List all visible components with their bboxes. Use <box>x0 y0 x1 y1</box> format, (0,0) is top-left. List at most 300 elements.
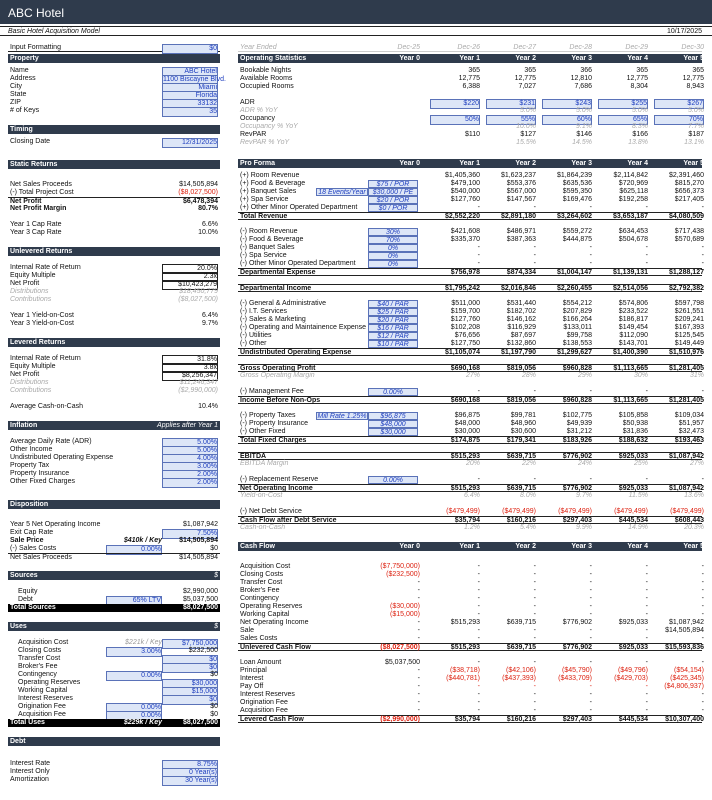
section-header-disposition <box>8 500 220 509</box>
year-ended-3: Dec-28 <box>569 44 592 51</box>
grid-cell: ($437,393) <box>502 675 536 682</box>
left-row-debt <box>8 760 220 768</box>
left-row-value[interactable]: 2.00% <box>162 478 218 488</box>
grid-cell[interactable]: $243 <box>542 99 592 109</box>
left-row-label: Equity <box>18 588 38 595</box>
grid-cell: $109,034 <box>674 412 704 419</box>
grid-cell: - <box>645 571 648 578</box>
grid-cell: $110 <box>464 131 480 138</box>
left-row-value: 2.3x <box>162 272 218 282</box>
grid-cell: 9.1% <box>576 123 592 130</box>
grid-cell: $1,087,942 <box>668 453 704 460</box>
grid-cell: ($45,790) <box>562 667 592 674</box>
grid-cell: $174,875 <box>450 437 480 444</box>
grid-cell: - <box>589 563 592 570</box>
left-row-label: City <box>10 83 23 90</box>
grid-cell: - <box>417 595 420 602</box>
grid-cell: - <box>417 619 420 626</box>
grid-cell: $5,037,500 <box>384 659 420 666</box>
grid-cell: 5.0% <box>576 107 592 114</box>
left-row-label: Interest Rate <box>10 760 51 767</box>
left-row-property <box>8 75 226 83</box>
grid-cell: ($440,781) <box>446 675 480 682</box>
grid-cell: $567,000 <box>506 188 536 195</box>
grid-cell: - <box>477 595 480 602</box>
grid-title-cashflow: Cash Flow <box>240 543 276 550</box>
col-header-proforma: Year 0 <box>399 160 420 167</box>
grid-cell: ($479,499) <box>670 508 704 515</box>
grid-cell: 6.4% <box>464 492 480 499</box>
left-row-label: State <box>10 91 27 98</box>
grid-row-proforma <box>238 388 702 396</box>
grid-row-label: EBITDA Margin <box>240 460 289 467</box>
left-row-note[interactable]: 0.00% <box>106 545 162 555</box>
left-row-label: Distributions <box>10 288 49 295</box>
grid-row-label: (-) Property Insurance <box>240 420 309 427</box>
grid-cell: $127,760 <box>450 196 480 203</box>
row-assumption[interactable]: $20 / PAR <box>368 316 418 324</box>
left-row-value[interactable]: 8.75% <box>162 760 218 770</box>
grid-cell: - <box>477 659 480 666</box>
year-ended-5: Dec-30 <box>681 44 704 51</box>
row-assumption[interactable]: $12 / PAR <box>368 332 418 340</box>
grid-row-label: Departmental Income <box>240 285 312 292</box>
grid-cell: 7,686 <box>574 83 592 90</box>
grid-cell: - <box>645 611 648 618</box>
left-row-label: Net Profit <box>10 280 40 287</box>
grid-cell: 9.9% <box>576 524 592 531</box>
grid-cell: - <box>533 611 536 618</box>
grid-cell: - <box>645 563 648 570</box>
row-assumption[interactable]: $16 / PAR <box>368 324 418 332</box>
grid-cell[interactable]: 50% <box>430 115 480 125</box>
left-row-value[interactable]: 33132 <box>162 99 218 109</box>
grid-row-label: (-) Property Taxes <box>240 412 296 419</box>
left-row-debt <box>8 776 220 784</box>
grid-cell: $1,405,360 <box>444 172 480 179</box>
left-row-label: Other Income <box>10 446 53 453</box>
grid-row-proforma <box>238 500 702 508</box>
left-row-label: Acquisition Cost <box>18 639 69 646</box>
grid-cell: $554,212 <box>562 300 592 307</box>
grid-row-cashflow <box>238 603 702 611</box>
left-row-debt <box>8 768 220 776</box>
grid-cell: $387,363 <box>506 236 536 243</box>
section-title-sources: Sources <box>10 572 38 579</box>
grid-cell: - <box>589 579 592 586</box>
row-assumption[interactable]: 0% <box>368 260 418 268</box>
row-assumption[interactable]: 70% <box>368 236 418 244</box>
grid-cell: $87,697 <box>510 332 536 339</box>
left-row-value[interactable]: 35 <box>162 107 218 117</box>
grid-cell: - <box>533 699 536 706</box>
grid-cell: $96,875 <box>454 412 480 419</box>
grid-row-cashflow <box>238 555 702 563</box>
grid-cell: $102,208 <box>450 324 480 331</box>
grid-cell: ($429,703) <box>614 675 648 682</box>
left-row-unlevered <box>8 296 220 304</box>
left-row-static <box>8 221 220 229</box>
grid-cell: $209,241 <box>674 316 704 323</box>
grid-cell: $925,033 <box>618 644 648 651</box>
grid-cell: $720,969 <box>618 180 648 187</box>
grid-cell: $50,938 <box>622 420 648 427</box>
grid-row-proforma <box>238 412 702 420</box>
left-row-inflation <box>8 478 220 486</box>
grid-cell: - <box>417 707 420 714</box>
grid-cell: - <box>701 691 704 698</box>
grid-cell: - <box>533 579 536 586</box>
row-assumption[interactable]: $48,000 <box>368 420 418 428</box>
grid-cell: - <box>589 260 592 267</box>
grid-cell: $570,689 <box>674 236 704 243</box>
grid-row-proforma <box>238 332 702 340</box>
grid-row-label: (-) Banquet Sales <box>240 244 295 251</box>
left-row-value[interactable]: 5.00% <box>162 446 218 456</box>
grid-row-opstats <box>238 123 702 131</box>
grid-cell: $559,272 <box>562 228 592 235</box>
col-header-proforma: Year 4 <box>627 160 648 167</box>
grid-cell: $553,376 <box>506 180 536 187</box>
left-row-value[interactable]: 2.00% <box>162 470 218 480</box>
grid-cell: - <box>533 244 536 251</box>
grid-row-label: (+) Spa Service <box>240 196 289 203</box>
left-row-label: Net Sales Proceeds <box>10 554 72 561</box>
grid-cell: - <box>589 388 592 395</box>
col-header-cashflow: Year 1 <box>459 543 480 550</box>
grid-row-proforma <box>238 372 702 380</box>
input-formatting-value[interactable]: $0 <box>162 44 218 54</box>
grid-cell[interactable]: $267 <box>654 99 704 109</box>
grid-cell: $166 <box>632 131 648 138</box>
grid-cell[interactable]: $220 <box>430 99 480 109</box>
grid-cell: 27% <box>689 460 704 467</box>
grid-cell: $960,828 <box>562 397 592 404</box>
left-row-value[interactable]: 1100 Biscayne Blvd. <box>163 76 226 83</box>
grid-cell: 29% <box>577 372 592 379</box>
grid-cell: ($15,000) <box>390 611 420 618</box>
grid-cell: 14.5% <box>572 139 592 146</box>
left-row-uses <box>8 679 220 687</box>
grid-cell: $105,858 <box>618 412 648 419</box>
grid-row-label: Closing Costs <box>240 571 284 578</box>
grid-row-label: Occupancy <box>240 115 276 122</box>
grid-cell: 12,810 <box>570 75 592 82</box>
section-note-inflation: Applies after Year 1 <box>157 422 218 429</box>
grid-cell: 5.0% <box>688 107 704 114</box>
grid-row-label: (-) Food & Beverage <box>240 236 304 243</box>
grid-cell: $76,656 <box>454 332 480 339</box>
left-row-value[interactable]: ABC Hotel <box>162 67 218 77</box>
left-row-value[interactable]: $30,000 <box>162 679 218 689</box>
grid-cell: $421,608 <box>450 228 480 235</box>
left-row-value[interactable]: $0 <box>162 695 218 705</box>
left-row-inflation <box>8 454 220 462</box>
grid-title-opstats: Operating Statistics <box>240 55 307 62</box>
grid-cell: ($38,718) <box>450 667 480 674</box>
grid-cell: $511,000 <box>451 300 480 307</box>
left-row-unlevered <box>8 304 220 312</box>
grid-row-label: (-) Net Debt Service <box>240 508 302 515</box>
grid-cell: $656,373 <box>674 188 704 195</box>
row-assumption[interactable]: 30% <box>368 228 418 236</box>
row-assumption[interactable]: $40 / PAR <box>368 300 418 308</box>
grid-cell[interactable]: 65% <box>598 115 648 125</box>
grid-cell: $1,281,405 <box>668 365 704 372</box>
grid-cell: - <box>477 204 480 211</box>
left-row-value: $1,087,942 <box>182 521 218 528</box>
grid-row-proforma <box>238 188 702 196</box>
grid-cell: 13.8% <box>628 139 648 146</box>
grid-cell: - <box>417 683 420 690</box>
grid-cell: - <box>645 595 648 602</box>
grid-cell: - <box>701 204 704 211</box>
grid-cell: - <box>533 683 536 690</box>
left-row-value: $8,027,500 <box>182 604 218 611</box>
row-assumption[interactable]: $0 / POR <box>368 204 418 212</box>
left-row-property <box>8 83 220 91</box>
left-row-value[interactable]: 30 Year(s) <box>162 776 218 786</box>
left-row-value[interactable]: Florida <box>162 91 218 101</box>
grid-cell: $2,792,382 <box>668 285 704 292</box>
grid-cell: - <box>701 388 704 395</box>
grid-cell: $133,011 <box>563 324 592 331</box>
grid-cell: $30,000 <box>454 428 480 435</box>
left-row-inflation <box>8 446 220 454</box>
row-assumption[interactable]: 0.00% <box>368 388 418 396</box>
grid-cell: ($479,499) <box>558 508 592 515</box>
grid-cell: - <box>477 260 480 267</box>
grid-row-label: Acquisition Cost <box>240 563 291 570</box>
grid-row-label: Transfer Cost <box>240 579 283 586</box>
grid-cell: - <box>645 659 648 666</box>
row-assumption[interactable]: $20 / POR <box>368 196 418 204</box>
col-header-opstats: Year 4 <box>627 55 648 62</box>
grid-row-cashflow <box>238 587 702 595</box>
grid-cell: - <box>477 603 480 610</box>
grid-cell[interactable]: 70% <box>654 115 704 125</box>
grid-cell: $444,875 <box>562 236 592 243</box>
left-row-value[interactable]: 12/31/2025 <box>162 138 218 148</box>
grid-cell: - <box>701 563 704 570</box>
year-ended-0: Dec-25 <box>397 44 420 51</box>
section-header-uses <box>8 622 220 631</box>
left-row-value[interactable]: $0 <box>162 655 218 665</box>
section-header-property <box>8 54 220 63</box>
grid-cell: $2,891,180 <box>500 213 536 220</box>
grid-cell[interactable]: 60% <box>542 115 592 125</box>
left-row-value[interactable]: 4.00% <box>162 454 218 464</box>
grid-cell: - <box>533 635 536 642</box>
left-row-value[interactable]: 0 Year(s) <box>162 768 218 778</box>
left-row-value: 31.8% <box>162 355 218 365</box>
col-header-cashflow: Year 4 <box>627 543 648 550</box>
left-row-value[interactable]: $7,750,000 <box>162 639 218 649</box>
grid-cell: $1,087,942 <box>668 619 704 626</box>
grid-cell: $166,264 <box>562 316 592 323</box>
grid-cell: $1,113,665 <box>613 365 648 372</box>
row-assumption[interactable]: $10 / PAR <box>368 340 418 348</box>
left-row-static <box>8 189 220 197</box>
grid-cell[interactable]: $231 <box>486 99 536 109</box>
grid-cell: - <box>533 204 536 211</box>
left-row-uses <box>8 639 220 647</box>
left-row-value: $18,450,779 <box>179 288 218 295</box>
grid-row-label: Operating Reserves <box>240 603 303 610</box>
left-row-note[interactable]: 0.00% <box>106 703 162 713</box>
grid-row-opstats <box>238 91 702 99</box>
grid-header-opstats <box>238 54 702 63</box>
grid-row-proforma <box>238 276 702 284</box>
grid-row-cashflow <box>238 563 702 571</box>
grid-row-cashflow <box>238 611 702 619</box>
left-row-value: $11,246,347 <box>179 379 218 386</box>
grid-cell: $149,449 <box>674 340 704 347</box>
grid-row-label: Departmental Expense <box>240 269 316 276</box>
grid-cell: $639,715 <box>506 485 536 492</box>
grid-cell: ($54,154) <box>674 667 704 674</box>
left-row-label: Property Insurance <box>10 470 70 477</box>
grid-cell: 12,775 <box>682 75 704 82</box>
left-row-value[interactable]: 7.50% <box>162 529 218 539</box>
input-formatting-label: Input Formatting <box>10 44 61 51</box>
left-row-value[interactable]: 3.00% <box>162 462 218 472</box>
grid-cell: - <box>645 627 648 634</box>
section-header-levered <box>8 338 220 347</box>
left-row-value[interactable]: $0 <box>162 663 218 673</box>
grid-cell: $776,902 <box>562 485 592 492</box>
left-row-note: $410k / Key <box>123 537 162 544</box>
left-row-label: Contingency <box>18 671 57 678</box>
grid-cell: $169,476 <box>562 196 592 203</box>
grid-cell: ($479,499) <box>446 508 480 515</box>
row-assumption[interactable]: $96,875 <box>368 412 418 420</box>
grid-cell: 13.1% <box>684 139 704 146</box>
left-row-value: 9.7% <box>202 320 218 327</box>
left-row-label: Average Cash-on-Cash <box>10 403 84 410</box>
grid-cell: - <box>701 587 704 594</box>
grid-cell[interactable]: 55% <box>486 115 536 125</box>
grid-cell: 8.3% <box>632 123 648 130</box>
left-row-label: # of Keys <box>10 107 40 114</box>
left-row-value[interactable]: 5.00% <box>162 438 218 448</box>
left-row-note[interactable]: 0.00% <box>106 671 162 681</box>
grid-cell: $48,960 <box>510 420 536 427</box>
left-row-value[interactable]: $15,000 <box>162 687 218 697</box>
grid-row-proforma <box>238 316 702 324</box>
grid-row-proforma <box>238 452 702 460</box>
row-assumption[interactable]: $25 / PAR <box>368 308 418 316</box>
grid-cell: $776,902 <box>562 453 592 460</box>
grid-row-label: RevPAR % YoY <box>240 139 290 146</box>
left-row-value: 20.0% <box>162 264 218 274</box>
grid-row-proforma <box>238 364 702 372</box>
left-row-label: Contributions <box>10 387 52 394</box>
grid-row-label: Cash Flow after Debt Service <box>240 517 337 524</box>
grid-cell: 31% <box>689 372 704 379</box>
grid-cell: 365 <box>468 67 480 74</box>
grid-cell: - <box>645 579 648 586</box>
left-row-label: Working Capital <box>18 687 68 694</box>
grid-cell: $297,403 <box>562 517 592 524</box>
left-row-label: Sale Price <box>10 537 44 544</box>
grid-row-label: (-) Management Fee <box>240 388 304 395</box>
section-unit-uses: $ <box>214 623 218 630</box>
grid-cell: - <box>417 699 420 706</box>
grid-row-label: Pay Off <box>240 683 264 690</box>
grid-cell: - <box>701 611 704 618</box>
grid-cell: $35,794 <box>454 517 480 524</box>
grid-cell: - <box>417 587 420 594</box>
grid-cell: - <box>589 204 592 211</box>
grid-cell: - <box>417 667 420 674</box>
grid-cell: 24% <box>577 460 592 467</box>
left-row-note: $229k / Key <box>123 719 162 726</box>
section-title-inflation: Inflation <box>10 422 38 429</box>
left-row-value: $6,478,394 <box>182 198 218 205</box>
input-formatting-row <box>8 44 220 52</box>
left-row-note[interactable]: 65% LTV <box>106 596 162 606</box>
grid-cell: $1,299,627 <box>556 349 592 356</box>
row-assumption[interactable]: $30,000 / PE <box>368 188 418 196</box>
left-row-uses <box>8 695 220 703</box>
row-assumption-note[interactable]: Mill Rate 1.25% <box>317 413 367 420</box>
row-assumption[interactable]: $30,000 <box>368 428 418 436</box>
grid-cell: $179,341 <box>506 437 536 444</box>
left-row-unlevered <box>8 320 220 328</box>
row-assumption[interactable]: 0.00% <box>368 476 418 484</box>
left-row-note: $221k / Key <box>125 639 162 646</box>
grid-cell: - <box>417 675 420 682</box>
grid-cell: - <box>533 260 536 267</box>
grid-cell[interactable]: $255 <box>598 99 648 109</box>
left-row-value[interactable]: Miami <box>162 83 218 93</box>
row-assumption-note[interactable]: 18 Events/Year <box>316 188 368 196</box>
left-row-value: $8,027,500 <box>182 719 218 726</box>
col-header-proforma: Year 3 <box>571 160 592 167</box>
col-header-cashflow: Year 5 <box>683 543 704 550</box>
left-row-label: Internal Rate of Return <box>10 355 81 362</box>
grid-row-cashflow <box>238 675 702 683</box>
row-assumption[interactable]: $75 / POR <box>368 180 418 188</box>
left-row-static <box>8 197 220 205</box>
grid-cell: $188,632 <box>618 437 648 444</box>
left-row-property <box>8 99 220 107</box>
row-assumption[interactable]: 0% <box>368 244 418 252</box>
left-row-note[interactable]: 0.00% <box>106 711 162 721</box>
grid-row-proforma <box>238 284 702 292</box>
grid-row-cashflow <box>238 659 702 667</box>
grid-cell: - <box>701 244 704 251</box>
left-row-unlevered <box>8 288 220 296</box>
grid-cell: - <box>533 659 536 666</box>
grid-row-proforma <box>238 460 702 468</box>
grid-cell: ($42,106) <box>506 667 536 674</box>
left-row-note[interactable]: 3.00% <box>106 647 162 657</box>
left-row-timing <box>8 138 220 146</box>
grid-cell: - <box>533 691 536 698</box>
grid-cell: - <box>645 244 648 251</box>
left-row-label: Total Uses <box>10 719 45 726</box>
grid-row-proforma <box>238 172 702 180</box>
grid-cell: $515,293 <box>450 485 480 492</box>
grid-row-label: Occupied Rooms <box>240 83 294 90</box>
right-panel <box>238 44 702 723</box>
left-row-value: 6.4% <box>202 312 218 319</box>
grid-cell: $639,715 <box>506 453 536 460</box>
grid-cell: $116,929 <box>507 324 536 331</box>
row-assumption[interactable]: 0% <box>368 252 418 260</box>
